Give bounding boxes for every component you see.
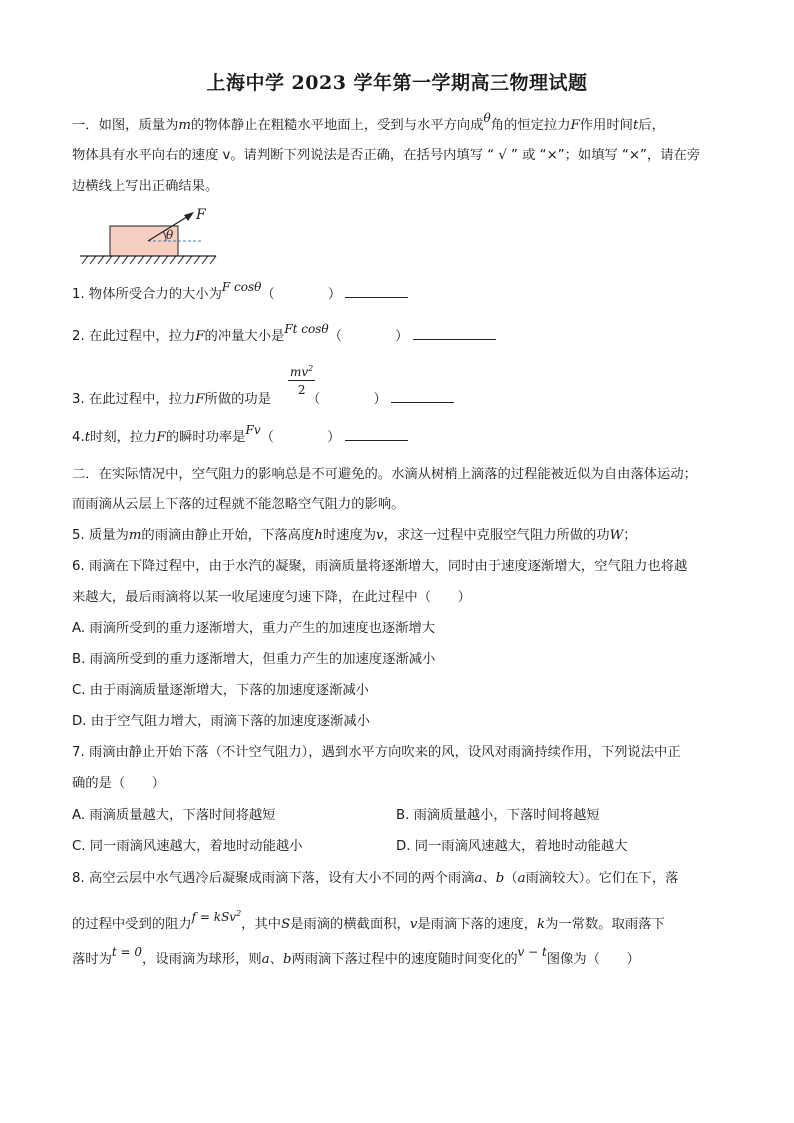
section2-intro-line2: 而雨滴从云层上下落的过程就不能忽略空气阻力的影响。 — [72, 497, 405, 512]
var-k: k — [537, 917, 546, 932]
var-t: t — [84, 430, 91, 445]
var-a: a — [261, 952, 270, 967]
q2-answer-paren[interactable]: （ ） — [328, 329, 409, 344]
var-F: F — [195, 329, 205, 344]
q3-numerator — [288, 364, 315, 381]
var-F: F — [195, 392, 205, 407]
q4-answer-paren[interactable]: （ ） — [260, 430, 341, 445]
q6-option-b[interactable]: B. 雨滴所受到的重力逐渐增大，但重力产生的加速度逐渐减小 — [72, 652, 436, 667]
var-b: b — [282, 952, 292, 967]
q2-expr: Ft cosθ — [284, 322, 329, 336]
question-6-line2: 来越大，最后雨滴将以某一收尾速度匀速下降，在此过程中（ ） — [72, 590, 471, 605]
q8-t0: t = 0 — [111, 945, 143, 959]
q6-option-a[interactable]: A. 雨滴所受到的重力逐渐增大，重力产生的加速度也逐渐增大 — [72, 621, 436, 636]
var-h: h — [314, 528, 323, 543]
q4-correction-line[interactable] — [345, 426, 408, 441]
var-F: F — [570, 118, 580, 133]
section1-intro-line3: 边横线上写出正确结果。 — [72, 179, 219, 194]
question-6-line1: 6. 雨滴在下降过程中，由于水汽的凝聚，雨滴质量将逐渐增大，同时由于速度逐渐增大，空气阻力也将越 — [72, 559, 688, 574]
var-W: W — [609, 528, 624, 543]
question-7-line1: 7. 雨滴由静止开始下落（不计空气阻力），遇到水平方向吹来的风，设风对雨滴持续作用，下列说法中正 — [72, 745, 681, 760]
q8-text: 落时为 — [72, 952, 112, 967]
question-8-line3 — [72, 945, 640, 970]
q8-text: ，其中 — [241, 917, 282, 932]
q8-text: 为一常数。取雨落下 — [545, 917, 665, 932]
q1-answer-paren[interactable]: （ ） — [261, 287, 342, 302]
q3-correction-line[interactable] — [391, 388, 454, 403]
force-label: F — [196, 207, 206, 223]
question-5 — [72, 526, 637, 546]
q7-option-a[interactable]: A. 雨滴质量越大，下落时间将越短 — [72, 808, 276, 823]
q8-text: 是雨滴下落的速度， — [417, 917, 538, 932]
q1-correction-line[interactable] — [345, 283, 408, 298]
q8-vt: v − t — [517, 945, 547, 959]
q4-number: 4. — [72, 430, 85, 445]
section1-intro-line1 — [72, 111, 665, 136]
q5-text: ，求这一过程中克服空气阻力所做的功 — [383, 528, 610, 543]
q3-num-text: mv — [290, 365, 309, 379]
q8-text: 、 — [269, 952, 283, 967]
var-v: v — [409, 917, 418, 932]
angle-label: θ — [166, 228, 174, 242]
question-4 — [72, 423, 408, 448]
q6-option-c[interactable]: C. 由于雨滴质量逐渐增大，下落的加速度逐渐减小 — [72, 683, 369, 698]
q3-denominator: 2 — [297, 383, 306, 397]
page-title: 上海中学 2023 学年第一学期高三物理试题 — [206, 72, 588, 94]
q8-text: 是雨滴的横截面积， — [290, 917, 410, 932]
q8-text: ，设雨滴为球形，则 — [142, 952, 262, 967]
question-1 — [72, 280, 408, 305]
q8-text: 雨滴较大）。它们在下，落 — [525, 871, 679, 886]
text: 的物体静止在粗糙水平地面上，受到与水平方向成 — [190, 118, 484, 133]
var-t: t — [632, 118, 639, 133]
q5-text: 5. 质量为 — [72, 528, 129, 543]
force-arrowhead — [184, 212, 194, 221]
q8-text: 两雨滴下落过程中的速度随时间变化的 — [291, 952, 518, 967]
q8-text: 、 — [482, 871, 496, 886]
q7-option-d[interactable]: D. 同一雨滴风速越大，着地时动能越大 — [396, 839, 628, 854]
question-8-line2 — [72, 911, 665, 935]
question-3 — [72, 388, 454, 410]
q8-drag-formula — [192, 910, 242, 924]
q6-option-d[interactable]: D. 由于空气阻力增大，雨滴下落的加速度逐渐减小 — [72, 714, 370, 729]
text: 一．如图，质量为 — [72, 118, 179, 133]
text: 角的恒定拉力 — [490, 118, 571, 133]
var-F: F — [156, 430, 166, 445]
q8-text: 的过程中受到的阻力 — [72, 917, 192, 932]
q3-answer-paren[interactable]: （ ） — [307, 392, 387, 407]
q4-prefix: 时刻，拉力 — [90, 430, 157, 445]
q3-mid: 所做的功是 — [204, 392, 272, 407]
question-7-line2: 确的是（ ） — [72, 776, 166, 791]
var-m: m — [178, 118, 191, 133]
q4-mid: 的瞬时功率是 — [165, 430, 246, 445]
force-diagram — [74, 206, 224, 268]
q1-prefix: 1. 物体所受合力的大小为 — [72, 287, 222, 302]
q2-prefix: 2. 在此过程中，拉力 — [72, 329, 196, 344]
q7-option-b[interactable]: B. 雨滴质量越小，下落时间将越短 — [396, 808, 600, 823]
text: 后， — [638, 118, 665, 133]
q5-text: ； — [623, 528, 637, 543]
var-a: a — [474, 871, 483, 886]
q3-prefix: 3. 在此过程中，拉力 — [72, 392, 196, 407]
q2-mid: 的冲量大小是 — [204, 329, 285, 344]
question-2 — [72, 322, 496, 347]
q7-option-c[interactable]: C. 同一雨滴风速越大，着地时动能越小 — [72, 839, 303, 854]
q4-expr: Fv — [245, 423, 261, 437]
text: 作用时间 — [579, 118, 633, 133]
q1-expr: F cosθ — [221, 280, 262, 294]
section2-intro-line1: 二．在实际情况中，空气阻力的影响总是不可避免的。水滴从树梢上滴落的过程能被近似为自由落体运动； — [72, 467, 697, 482]
var-v: v — [376, 528, 384, 543]
q8-text: 图像为（ ） — [546, 952, 640, 967]
q8-text: （ — [504, 871, 518, 886]
section1-intro-line2: 物体具有水平向右的速度 v。请判断下列说法是否正确，在括号内填写 “ √ ” 或 “×”；如填写 “×”，请在旁 — [72, 148, 701, 163]
q5-text: 时速度为 — [322, 528, 377, 543]
q8-text: 8. 高空云层中水气遇冷后凝聚成雨滴下落，设有大小不同的两个雨滴 — [72, 871, 475, 886]
q5-text: 的雨滴由静止开始，下落高度 — [141, 528, 315, 543]
q3-num-sup: 2 — [308, 364, 314, 373]
var-theta: θ — [483, 111, 491, 125]
q8-formula-text: f = kSv — [191, 910, 237, 924]
var-b: b — [495, 871, 505, 886]
var-S: S — [281, 917, 291, 932]
ground-hatch — [82, 256, 216, 264]
var-m: m — [128, 528, 142, 543]
q8-formula-sup: 2 — [236, 909, 242, 918]
q2-correction-line[interactable] — [413, 325, 496, 340]
var-a: a — [517, 871, 526, 886]
question-8-line1 — [72, 869, 678, 889]
